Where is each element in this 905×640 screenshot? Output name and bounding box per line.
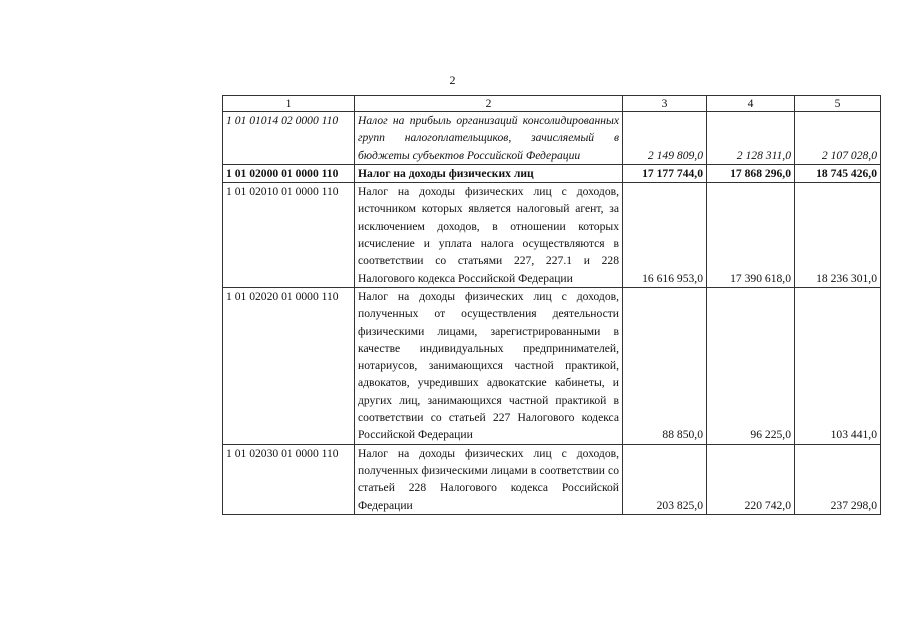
budget-code: 1 01 02020 01 0000 110 <box>223 287 355 444</box>
table-row <box>223 112 881 165</box>
value-col3: 17 177 744,0 <box>623 164 707 182</box>
budget-code: 1 01 02010 01 0000 110 <box>223 183 355 288</box>
table-row <box>223 183 881 288</box>
column-header: 5 <box>795 96 881 112</box>
value-col5: 103 441,0 <box>795 287 881 444</box>
item-name: Налог на доходы физических лиц с доходов, полученных от осуществления деятельности физическими лицами, зарегистрированными в качестве индивидуальных предпринимателей, нотариусов, занимающихся частной практикой, адвокатов, учредивших адвокатские кабинеты, и других лиц, занимающихся частной практикой в соответствии со статьей 227 Налогового кодекса Российской Федерации <box>355 287 623 444</box>
column-header: 1 <box>223 96 355 112</box>
item-name: Налог на доходы физических лиц <box>355 164 623 182</box>
item-name: Налог на доходы физических лиц с доходов, полученных физическими лицами в соответствии со статьей 228 Налогового кодекса Российской Федерации <box>355 444 623 514</box>
value-col4: 17 390 618,0 <box>707 183 795 288</box>
table-row <box>223 164 881 182</box>
budget-code: 1 01 02030 01 0000 110 <box>223 444 355 514</box>
value-col3: 2 149 809,0 <box>623 112 707 165</box>
page-number: 2 <box>449 73 456 87</box>
value-col4: 2 128 311,0 <box>707 112 795 165</box>
value-col4: 17 868 296,0 <box>707 164 795 182</box>
item-name: Налог на прибыль организаций консолидированных групп налогоплательщиков, зачисляемый в бюджеты субъектов Российской Федерации <box>355 112 623 165</box>
table-header-row <box>223 96 881 112</box>
value-col5: 2 107 028,0 <box>795 112 881 165</box>
value-col3: 16 616 953,0 <box>623 183 707 288</box>
value-col5: 237 298,0 <box>795 444 881 514</box>
value-col5: 18 236 301,0 <box>795 183 881 288</box>
value-col4: 220 742,0 <box>707 444 795 514</box>
value-col4: 96 225,0 <box>707 287 795 444</box>
revenue-table <box>222 95 881 515</box>
value-col5: 18 745 426,0 <box>795 164 881 182</box>
budget-code: 1 01 01014 02 0000 110 <box>223 112 355 165</box>
column-header: 4 <box>707 96 795 112</box>
item-name: Налог на доходы физических лиц с доходов, источником которых является налоговый агент, за исключением доходов, в отношении которых исчисление и уплата налога осуществляются в соответствии со статьями 227, 227.1 и 228 Налогового кодекса Российской Федерации <box>355 183 623 288</box>
column-header: 2 <box>355 96 623 112</box>
table-row <box>223 444 881 514</box>
value-col3: 88 850,0 <box>623 287 707 444</box>
column-header: 3 <box>623 96 707 112</box>
budget-code: 1 01 02000 01 0000 110 <box>223 164 355 182</box>
value-col3: 203 825,0 <box>623 444 707 514</box>
table-row <box>223 287 881 444</box>
